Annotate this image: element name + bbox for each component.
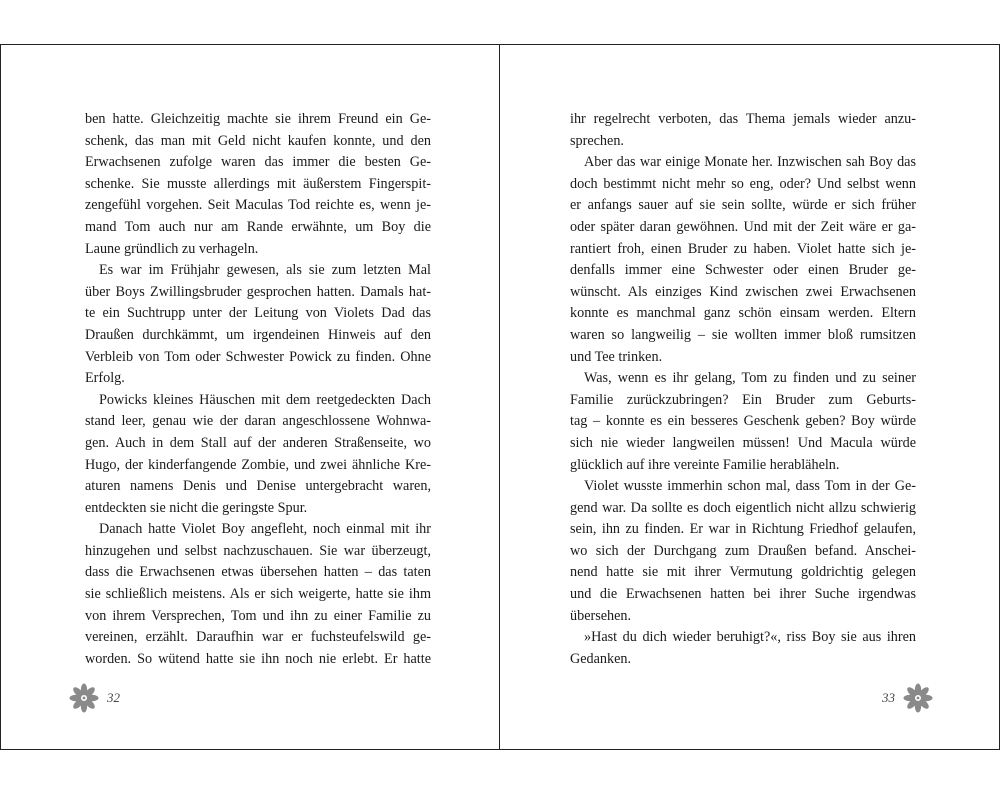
text-line: schenk, das man mit Geld nicht kaufen konnte, und den <box>85 132 431 149</box>
text-line: Draußen durchkämmt, um irgendeinen Hinweis auf den <box>85 326 431 343</box>
text-line: mand Tom auch nur am Rande erwähnte, um Boy die <box>85 218 431 235</box>
text-line: sein, ihn zu finden. Er war in Richtung Friedhof gelaufen, <box>570 521 916 538</box>
text-line: gend war. Da sollte es doch eigentlich nicht allzu schwierig <box>570 499 916 516</box>
text-line: über Boys Zwillingsbruder gesprochen hatten. Damals hat- <box>85 283 431 300</box>
text-line: Laune gründlich zu verhageln. <box>85 240 259 257</box>
left-page <box>0 44 500 750</box>
text-line: zengefühl vorgehen. Seit Maculas Tod reichte es, wenn je- <box>85 197 431 214</box>
text-line: rantiert froh, einen Bruder zu haben. Violet hatte sich je- <box>570 240 916 257</box>
text-line: oder später daran gewöhnen. Und mit der Zeit wäre er ga- <box>570 218 916 235</box>
text-line: übersehen. <box>570 607 632 624</box>
left-page-text <box>85 109 431 670</box>
text-line: stand leer, genau wie der daran angeschlossene Wohnwa- <box>85 413 431 430</box>
text-line: aturen namens Denis und Denise untergebracht waren, <box>85 478 431 495</box>
text-line: dass die Erwachsenen etwas übersehen hatten – das taten <box>85 564 431 581</box>
text-line: und die Erwachsenen hatten bei ihrer Suche irgendwas <box>570 586 916 603</box>
text-line: Was, wenn es ihr gelang, Tom zu finden und zu seiner <box>584 370 916 387</box>
text-line: schenke. Sie musste allerdings mit äußerstem Fingerspit- <box>85 175 431 192</box>
text-line: doch bestimmt nicht mehr so eng, oder? Und selbst wenn <box>570 175 916 192</box>
page-number-left: 32 <box>107 690 120 705</box>
text-line: Hugo, der kinderfangende Zombie, und zwei ähnliche Kre- <box>85 456 431 473</box>
text-line: entdeckten sie nicht die geringste Spur. <box>85 499 308 516</box>
text-line: vereinen, erzählt. Daraufhin war er fuchsteufelswild ge- <box>85 629 431 646</box>
text-line: Erwachsenen zufolge waren das immer die besten Ge- <box>85 154 431 171</box>
text-line: sich nie wieder langweilen müssen! Und Macula würde <box>570 434 916 451</box>
text-line: Erfolg. <box>85 370 125 387</box>
text-line: worden. So wütend hatte sie ihn noch nie erlebt. Er hatte <box>85 650 431 667</box>
text-line: ihr regelrecht verboten, das Thema jemals wieder anzu- <box>570 111 916 127</box>
text-line: Gedanken. <box>570 650 632 667</box>
text-line: und Tee trinken. <box>570 348 663 365</box>
text-line: wünscht. Als einziges Kind zwischen zwei Erwachsenen <box>570 283 916 300</box>
text-line: konnte es manchmal ganz schön einsam werden. Eltern <box>570 305 916 322</box>
text-line: sprechen. <box>570 132 624 149</box>
right-page-folio <box>882 683 933 713</box>
text-line: Familie zurückzubringen? Ein Bruder zum Geburts- <box>570 391 916 408</box>
text-line: ben hatte. Gleichzeitig machte sie ihrem Freund ein Ge- <box>85 111 431 127</box>
text-line: glücklich auf ihre vereinte Familie herabläheln. <box>570 456 840 473</box>
text-line: sie schließlich meistens. Als er sich weigerte, hatte sie ihm <box>85 586 431 603</box>
text-line: gen. Auch in dem Stall auf der anderen Straßenseite, wo <box>85 434 431 451</box>
page-number-right: 33 <box>882 690 895 705</box>
text-line: »Hast du dich wieder beruhigt?«, riss Boy sie aus ihren <box>584 629 916 646</box>
text-line: Violet wusste immerhin schon mal, dass Tom in der Ge- <box>584 478 916 495</box>
text-line: von ihrem Versprechen, Tom und ihn zu einer Familie zu <box>85 607 431 624</box>
text-line: waren so langweilig – sie wollten immer bloß rumsitzen <box>570 326 916 343</box>
text-line: denfalls immer eine Schwester oder einen Bruder ge- <box>570 262 916 279</box>
text-line: Danach hatte Violet Boy angefleht, noch einmal mit ihr <box>99 521 431 538</box>
book-spread <box>0 44 1000 752</box>
text-line: hinzugehen und selbst nachzuschauen. Sie war überzeugt, <box>85 542 431 559</box>
text-line: wo sich der Durchgang zum Draußen befand. Anschei- <box>570 542 916 559</box>
right-page <box>499 44 1000 750</box>
text-line: tag – konnte es ein besseres Geschenk geben? Boy würde <box>570 413 916 430</box>
text-line: Es war im Frühjahr gewesen, als sie zum letzten Mal <box>99 262 431 279</box>
text-line: te ein Suchtrupp unter der Leitung von Violets Dad das <box>85 305 431 322</box>
text-line: Powicks kleines Häuschen mit dem reetgedeckten Dach <box>99 391 431 408</box>
text-line: Verbleib von Tom oder Schwester Powick zu finden. Ohne <box>85 348 431 365</box>
right-page-text <box>570 109 916 670</box>
text-line: nend hatte sie mit ihrer Vermutung goldrichtig gelegen <box>570 564 916 581</box>
text-line: Aber das war einige Monate her. Inzwischen sah Boy das <box>584 154 916 171</box>
left-page-folio <box>69 683 120 713</box>
flower-icon <box>903 683 933 713</box>
flower-icon <box>69 683 99 713</box>
text-line: er anfangs sauer auf sie sein sollte, würde er sich früher <box>570 197 916 214</box>
